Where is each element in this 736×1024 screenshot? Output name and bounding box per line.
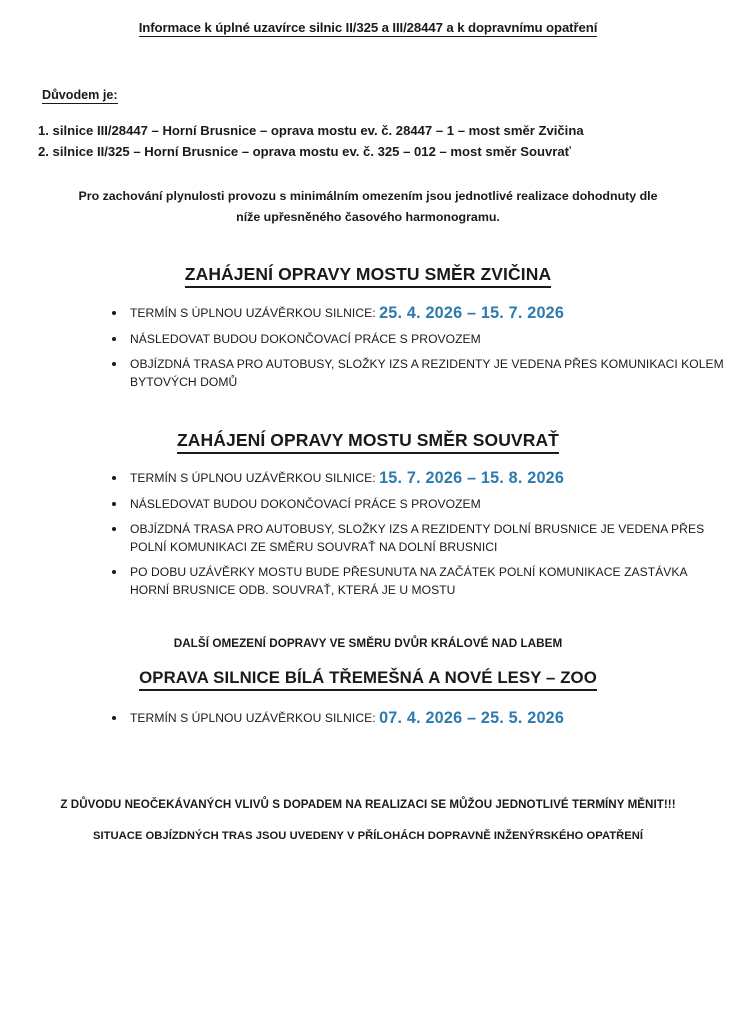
list-item: PO DOBU UZÁVĚRKY MOSTU BUDE PŘESUNUTA NA ZAČÁTEK POLNÍ KOMUNIKACE ZASTÁVKA HORNÍ BRUSNICE ODB. SOUVRAŤ, KTERÁ JE U MOSTU [104, 564, 724, 599]
reason-label [42, 88, 118, 102]
subnote-dvur-kralove: DALŠÍ OMEZENÍ DOPRAVY VE SMĚRU DVŮR KRÁLOVÉ NAD LABEM [173, 637, 563, 650]
closure-term-label: TERMÍN S ÚPLNOU UZÁVĚRKOU SILNICE: [130, 471, 376, 485]
list-item: NÁSLEDOVAT BUDOU DOKONČOVACÍ PRÁCE S PROVOZEM [104, 331, 724, 349]
footer-warning-note: Z DŮVODU NEOČEKÁVANÝCH VLIVŮ S DOPADEM NA REALIZACI SE MŮŽOU JEDNOTLIVÉ TERMÍNY MĚNIT!!! [60, 798, 676, 811]
page-title-text: Informace k úplné uzavírce silnic II/325 a III/28447 a k dopravnímu opatření [138, 20, 598, 35]
section-heading-zoo [0, 668, 736, 688]
page-title [0, 20, 736, 35]
intro-paragraph: Pro zachování plynulosti provozu s minimálním omezením jsou jednotlivé realizace dohodnuty dle níže upřesněného časového harmonogramu. [78, 189, 658, 224]
closure-date-range: 25. 4. 2026 – 15. 7. 2026 [379, 304, 565, 322]
footer-attachment-note: SITUACE OBJÍZDNÝCH TRAS JSOU UVEDENY V PŘÍLOHÁCH DOPRAVNĚ INŽENÝRSKÉHO OPATŘENÍ [92, 830, 644, 842]
list-item: NÁSLEDOVAT BUDOU DOKONČOVACÍ PRÁCE S PROVOZEM [104, 496, 724, 514]
section-heading-souvrat [0, 430, 736, 451]
reason-item: 2. silnice II/325 – Horní Brusnice – oprava mostu ev. č. 325 – 012 – most směr Souvrať [38, 144, 571, 159]
list-item: OBJÍZDNÁ TRASA PRO AUTOBUSY, SLOŽKY IZS A REZIDENTY DOLNÍ BRUSNICE JE VEDENA PŘES POLNÍ KOMUNIKACI ZE SMĚRU SOUVRAŤ NA DOLNÍ BRUSNICI [104, 521, 724, 556]
list-item [104, 305, 724, 323]
bullet-list-zoo [104, 710, 724, 736]
section-heading-zvicina-text: ZAHÁJENÍ OPRAVY MOSTU SMĚR ZVIČINA [185, 264, 551, 288]
section-heading-souvrat-text: ZAHÁJENÍ OPRAVY MOSTU SMĚR SOUVRAŤ [177, 430, 559, 454]
section-heading-zoo-text: OPRAVA SILNICE BÍLÁ TŘEMEŠNÁ A NOVÉ LESY – ZOO [139, 668, 597, 691]
list-item [104, 470, 724, 488]
closure-term-label: TERMÍN S ÚPLNOU UZÁVĚRKOU SILNICE: [130, 306, 376, 320]
bullet-list-zvicina [104, 305, 724, 399]
closure-term-label: TERMÍN S ÚPLNOU UZÁVĚRKOU SILNICE: [130, 711, 376, 725]
list-item: OBJÍZDNÁ TRASA PRO AUTOBUSY, SLOŽKY IZS A REZIDENTY JE VEDENA PŘES KOMUNIKACI KOLEM BYTOVÝCH DOMŮ [104, 356, 724, 391]
closure-date-range: 07. 4. 2026 – 25. 5. 2026 [379, 709, 565, 727]
bullet-list-souvrat [104, 470, 724, 607]
list-item [104, 710, 724, 728]
section-heading-zvicina [0, 264, 736, 285]
reason-item: 1. silnice III/28447 – Horní Brusnice – oprava mostu ev. č. 28447 – 1 – most směr Zvičina [38, 123, 584, 138]
reason-label-text: Důvodem je: [42, 88, 118, 102]
reason-list [38, 120, 584, 162]
closure-date-range: 15. 7. 2026 – 15. 8. 2026 [379, 469, 565, 487]
